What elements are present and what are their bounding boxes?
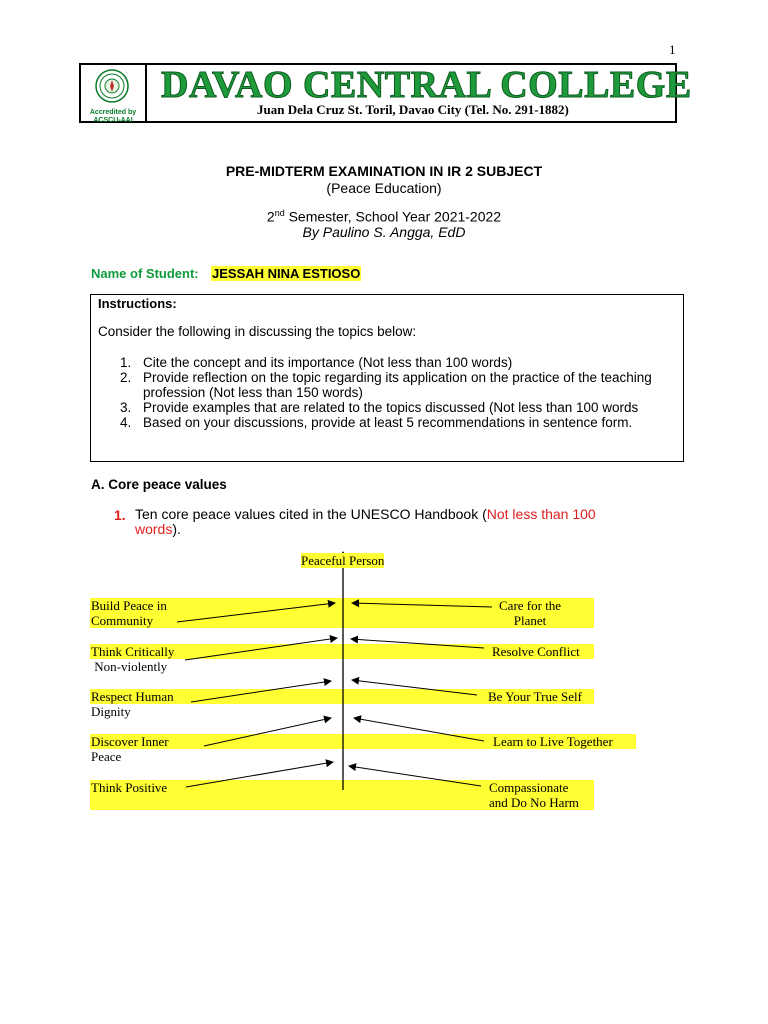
diagram-left-label — [91, 644, 174, 674]
instructions-title: Instructions: — [98, 296, 177, 311]
exam-semester — [0, 208, 768, 225]
semester-ordinal: nd — [274, 208, 285, 218]
label-line: Discover Inner — [91, 734, 169, 749]
instruction-text: Based on your discussions, provide at least 5 recommendations in sentence form. — [143, 415, 633, 430]
instructions-list — [98, 355, 668, 430]
question-1-body: Ten core peace values cited in the UNESCO Handbook ( — [135, 506, 487, 522]
student-name-label: Name of Student: — [91, 266, 199, 281]
instruction-item — [98, 400, 668, 415]
diagram-right-label — [489, 780, 579, 810]
college-address: Juan Dela Cruz St. Toril, Davao City (Tel. No. 291-1882) — [257, 102, 569, 117]
college-header — [79, 63, 692, 124]
label-line: Be Your True Self — [488, 689, 582, 704]
instruction-text: Provide examples that are related to the topics discussed (Not less than 100 words — [143, 400, 639, 415]
page-number: 1 — [669, 42, 676, 57]
label-line: Care for the — [499, 598, 562, 613]
label-line: Peace — [91, 749, 122, 764]
instruction-number: 4. — [120, 415, 132, 430]
diagram-right-label — [493, 734, 613, 749]
instructions-lead: Consider the following in discussing the topics below: — [98, 324, 417, 339]
instruction-text: Cite the concept and its importance (Not less than 100 words) — [143, 355, 513, 370]
exam-subtitle: (Peace Education) — [326, 180, 442, 196]
question-1-text — [135, 507, 645, 537]
instructions-box — [90, 294, 684, 462]
diagram-left-label — [91, 689, 174, 719]
instruction-number: 1. — [120, 355, 132, 370]
diagram-right-label — [499, 598, 561, 628]
college-name: DAVAO CENTRAL COLLEGE — [161, 64, 692, 106]
instruction-item — [98, 355, 668, 370]
label-line: Learn to Live Together — [493, 734, 613, 749]
label-line: Planet — [513, 613, 547, 628]
question-1-end: ). — [172, 521, 181, 537]
label-line: Respect Human — [91, 689, 174, 704]
semester-number: 2 — [266, 208, 275, 225]
instruction-item — [98, 415, 668, 430]
label-line: Compassionate — [489, 780, 569, 795]
label-line: Think Critically — [91, 644, 175, 659]
diagram-left-label — [91, 598, 167, 628]
label-line: Dignity — [91, 704, 131, 719]
diagram-left-label — [91, 780, 167, 795]
instruction-item — [98, 370, 668, 400]
accredited-label: Accredited by ACSCU-AAI — [89, 109, 137, 124]
label-line: Build Peace in — [91, 598, 167, 613]
instruction-text: Provide reflection on the topic regarding its application on the practice of the teaching profession (Not less than 150 words) — [143, 370, 652, 400]
label-line: and Do No Harm — [489, 795, 579, 810]
exam-title: PRE-MIDTERM EXAMINATION IN IR 2 SUBJECT — [225, 163, 543, 179]
question-1-word-requirement: Not less than 100 words — [135, 506, 596, 537]
label-line: Non-violently — [91, 659, 168, 674]
exam-author: By Paulino S. Angga, EdD — [302, 224, 466, 240]
label-line: Community — [91, 613, 154, 628]
question-1-number: 1. — [114, 507, 126, 523]
diagram-top-label: Peaceful Person — [301, 553, 385, 568]
instruction-number: 2. — [120, 370, 132, 385]
student-name-value: JESSAH NINA ESTIOSO — [212, 266, 361, 281]
diagram-right-label — [488, 689, 582, 704]
header-divider — [145, 65, 147, 121]
diagram-left-label — [91, 734, 169, 764]
diagram-right-label — [492, 644, 580, 659]
label-line: Resolve Conflict — [492, 644, 580, 659]
label-line: Think Positive — [91, 780, 168, 795]
instruction-number: 3. — [120, 400, 132, 415]
college-seal-icon — [95, 69, 129, 103]
section-a-heading: A. Core peace values — [91, 477, 227, 492]
semester-text: Semester, School Year 2021-2022 — [284, 208, 502, 225]
